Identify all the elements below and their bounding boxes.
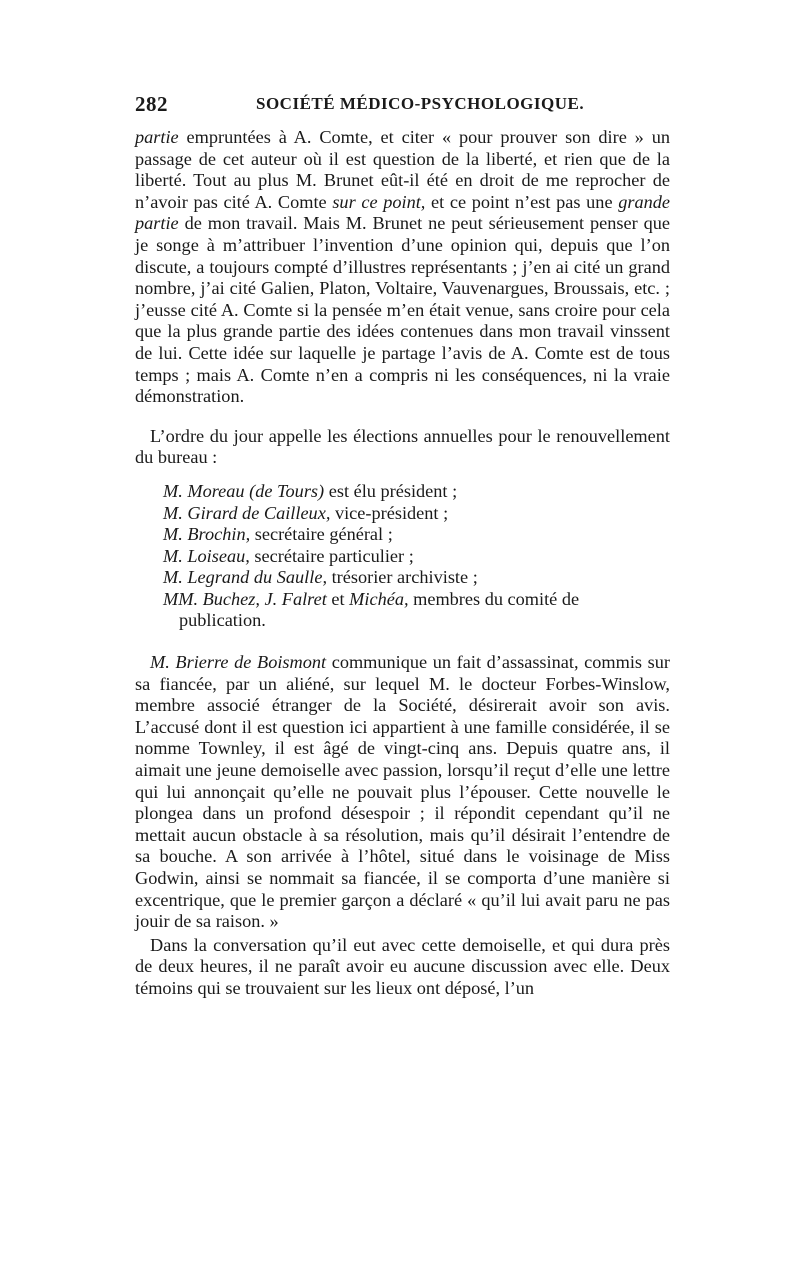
officer-name: M. Moreau (de Tours) — [163, 480, 325, 501]
italic-phrase: partie — [135, 127, 179, 147]
officer-role: vice-président ; — [330, 502, 449, 523]
paragraph-agenda: L’ordre du jour appelle les élections annuelles pour le renouvellement du bureau : — [135, 425, 670, 468]
page-body — [135, 127, 670, 1000]
officer-role: est élu président ; — [324, 480, 458, 501]
officer-entry — [135, 567, 670, 589]
officer-name: MM. Buchez, J. Falret — [163, 588, 327, 609]
paragraph-text: de mon travail. Mais M. Brunet ne peut sérieusement penser que je songe à m’attribuer l’invention d’une opinion qui, depuis que l’on discute, a toujours compté d’illustres représentants ; j’en ai cité un grand nombre, j’ai cité Galien, Platon, Voltaire, Vauvenargues, Broussais, etc. ; j’eusse cité A. Comte si la pensée m’en était venue, sans croire pour cela que la plus grande partie des idées contenues dans mon travail vinssent de lui. Cette idée sur laquelle je partage l’avis de A. Comte est de tous temps ; mais A. Comte n’en a compris ni les conséquences, ni la vraie démonstration. — [135, 213, 670, 407]
officer-entry — [135, 524, 670, 546]
paragraph-conversation: Dans la conversation qu’il eut avec cette demoiselle, et qui dura près de deux heures, il ne paraît avoir eu aucune discussion avec elle. Deux témoins qui se trouvaient sur les lieux ont déposé, l’un — [135, 934, 670, 998]
officer-name: M. Legrand du Saulle, — [163, 567, 328, 588]
paragraph-text: communique un fait d’assassinat, commis sur sa fiancée, par un aliéné, sur lequel M. le docteur Forbes-Winslow, membre associé étranger de la Société, désirerait avoir son avis. L’accusé dont il est question ici appartient à une famille considérée, il se nomme Townley, il est âgé de vingt-cinq ans. Depuis quatre ans, il aimait une jeune demoiselle avec passion, lorsqu’il reçut d’elle une lettre qui lui annonçait qu’elle ne pouvait plus l’épouser. Cette nouvelle le plongea dans un profond désespoir ; il répondit cependant qu’il ne mettait aucun obstacle à sa résolution, mais qu’il désirait l’entendre de sa bouche. A son arrivée à l’hôtel, situé dans le voisinage de Miss Godwin, ainsi se nommait sa fiancée, il se comporta d’une manière si excentrique, que le premier garçon a déclaré « qu’il lui avait paru ne pas jouir de sa raison. » — [135, 652, 670, 932]
officer-name: M. Loiseau, — [163, 545, 250, 566]
paragraph-text: empruntées à A. Comte, et citer « pour prouver son dire » un passage de cet auteur où il est question de la liberté, et rien que de la liberté. Tout au plus M. Brunet eût-il été en droit de me reprocher de n’avoir pas cité A. Comte — [135, 127, 670, 212]
officer-name: Michéa, — [349, 588, 409, 609]
officer-entry — [135, 503, 670, 525]
paragraph-continuation — [135, 127, 670, 408]
paragraph-text: et ce point n’est pas une — [425, 191, 619, 212]
officer-name: M. Brochin, — [163, 524, 251, 545]
officer-entry — [135, 481, 670, 503]
officer-role: secrétaire particulier ; — [249, 545, 414, 566]
italic-phrase: grande partie — [135, 191, 670, 234]
running-title: SOCIÉTÉ MÉDICO-PSYCHOLOGIQUE. — [256, 94, 585, 113]
officer-role-continuation: publication. — [179, 610, 266, 631]
paragraph-communication — [135, 652, 670, 933]
italic-phrase: sur ce point, — [332, 191, 426, 212]
officer-conjunction: et — [326, 588, 350, 609]
officer-entry — [135, 546, 670, 568]
officer-role: trésorier archiviste ; — [327, 567, 478, 588]
page-number: 282 — [135, 92, 168, 116]
officer-name: M. Girard de Cailleux, — [163, 502, 331, 523]
italic-phrase: M. Brierre de Boismont — [150, 652, 327, 673]
officer-entry — [135, 589, 670, 632]
officer-role: secrétaire général ; — [250, 524, 393, 545]
officer-role: membres du comité de — [408, 588, 580, 609]
officers-list — [135, 481, 670, 632]
